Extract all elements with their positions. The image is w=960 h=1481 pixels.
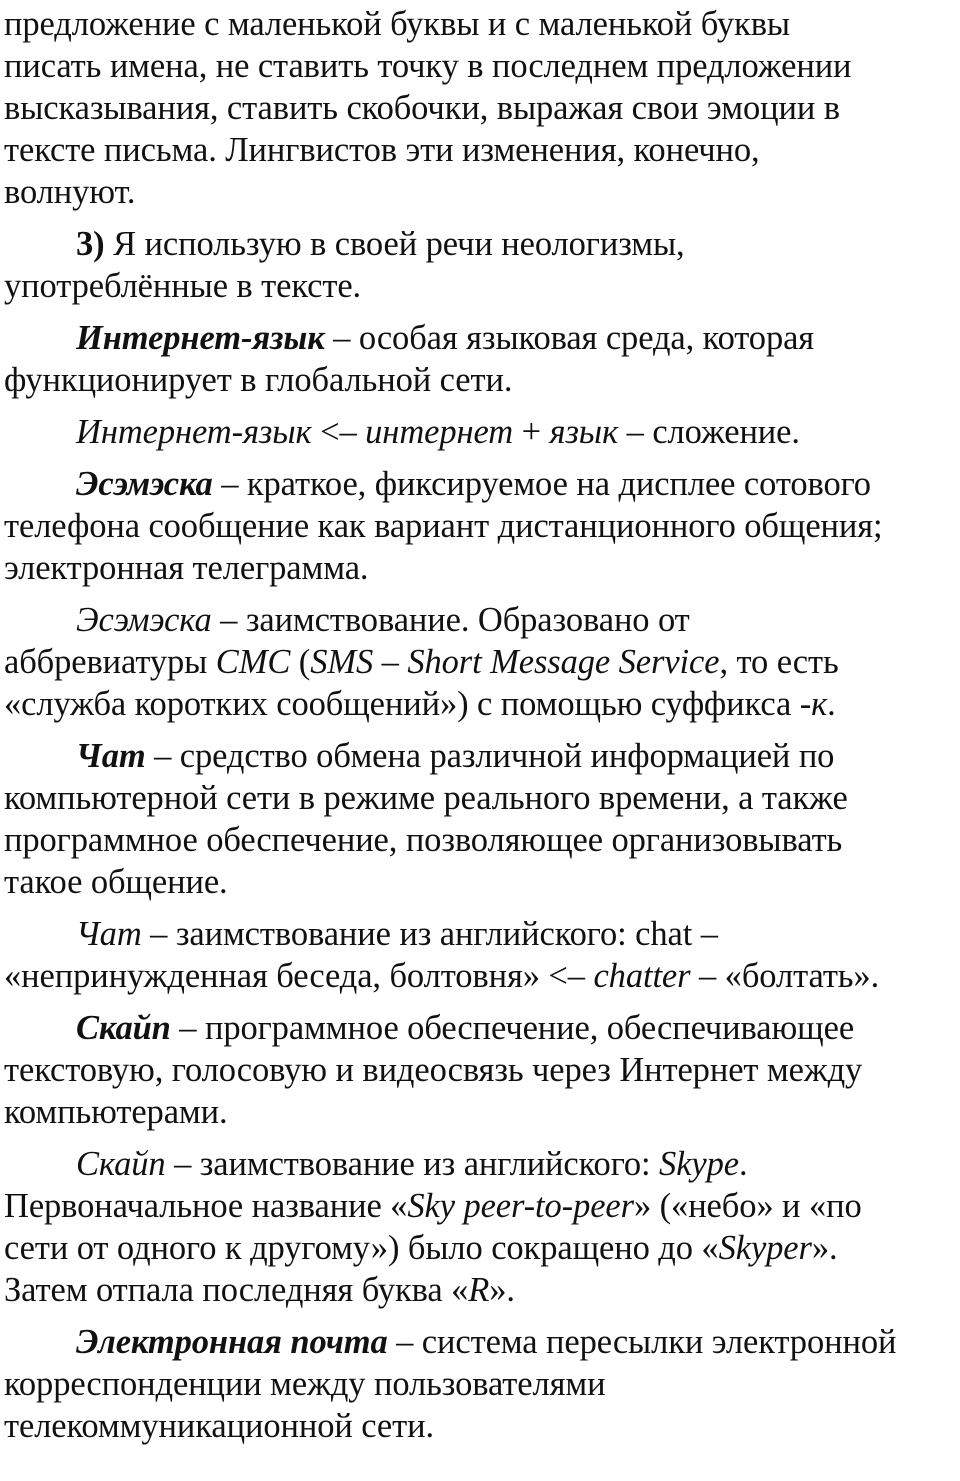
text-line [4,1269,958,1311]
definition-internet-language [4,317,958,401]
term-italic: Чат [76,915,142,953]
text-line [4,1227,958,1269]
etymology-skype [4,1143,958,1311]
text-line [4,317,958,359]
text-line [4,45,958,87]
text-run: корреспонденции между пользователями [4,1365,606,1403]
text-line [4,861,958,903]
paragraph-email-changes [4,3,958,213]
text-run: тексте письма. Лингвистов эти изменения, конечно, [4,131,760,169]
term-italic: СМС [215,643,291,681]
term: Интернет-язык [76,319,325,357]
text-run: <– [311,413,366,451]
etymology-sms [4,599,958,725]
text-line [4,1143,958,1185]
text-run: такое общение. [4,863,228,901]
text-line [4,411,958,453]
text-run: ». [811,1229,838,1267]
text-line [4,777,958,819]
text-line [4,3,958,45]
text-line [4,129,958,171]
text-run: телекоммуникационной сети. [4,1407,434,1445]
text-line [4,505,958,547]
term: Скайп [76,1009,171,1047]
text-run: электронная телеграмма. [4,549,369,587]
text-run: – программное обеспечение, обеспечивающее [170,1009,855,1047]
text-run: высказывания, ставить скобочки, выражая свои эмоции в [4,89,840,127]
text-run: функционирует в глобальной сети. [4,361,513,399]
text-run: аббревиатуры [4,643,216,681]
text-run: – «болтать». [690,957,880,995]
text-run: волнуют. [4,173,136,211]
text-line [4,913,958,955]
text-line [4,735,958,777]
text-run: – краткое, фиксируемое на дисплее сотового [212,465,871,503]
term-italic: Скайп [76,1145,166,1183]
term-italic: Интернет-язык [76,413,312,451]
text-run: сети от одного к другому») было сокращено до « [4,1229,719,1267]
text-line [4,1091,958,1133]
etymology-internet-language [4,411,958,453]
text-run: – система пересылки электронной [387,1323,897,1361]
text-run: «служба коротких сообщений») с помощью суффикса [4,685,800,723]
text-line [4,641,958,683]
text-line [4,1007,958,1049]
text-line [4,599,958,641]
text-run: Я использую в своей речи неологизмы, [104,225,685,263]
term-italic: Skyper [718,1229,812,1267]
text-line [4,265,958,307]
term: Чат [76,737,146,775]
text-run: ». [489,1271,515,1309]
text-line [4,87,958,129]
term: Эсэмэска [76,465,213,503]
text-run: . [827,685,836,723]
term-italic: язык [549,413,619,451]
text-line [4,359,958,401]
term: Электронная почта [76,1323,388,1361]
text-run: – особая языковая среда, которая [324,319,815,357]
definition-skype [4,1007,958,1133]
term-italic: Sky peer-to-peer [407,1187,634,1225]
term-italic: chatter [593,957,691,995]
text-run: – заимствование из английского: chat – [141,915,718,953]
etymology-chat [4,913,958,997]
text-run: «непринужденная беседа, болтовня» <– [4,957,594,995]
text-run: компьютерами. [4,1093,228,1131]
text-run: – заимствование. Образовано от [211,601,690,639]
text-line [4,1185,958,1227]
paragraph-answer-3 [4,223,958,307]
text-run: – заимствование из английского: [165,1145,660,1183]
text-line [4,819,958,861]
text-run: – средство обмена различной информацией по [145,737,835,775]
text-line [4,1049,958,1091]
text-run: Затем отпала последняя буква « [4,1271,469,1309]
definition-email [4,1321,958,1447]
text-run: компьютерной сети в режиме реального времени, а также [4,779,848,817]
text-run: . [739,1145,748,1183]
text-line [4,683,958,725]
term-italic: интернет [365,413,514,451]
term-italic: -к [799,685,828,723]
text-line [4,463,958,505]
definition-sms [4,463,958,589]
text-line [4,1321,958,1363]
text-run: употреблённые в тексте. [4,267,362,305]
text-run: текстовую, голосовую и видеосвязь через Интернет между [4,1051,863,1089]
text-run: + [513,413,550,451]
definition-chat [4,735,958,903]
text-run: писать имена, не ставить точку в последнем предложении [4,47,852,85]
text-run: ( [290,643,311,681]
text-line [4,223,958,265]
text-line [4,955,958,997]
text-run: – сложение. [618,413,800,451]
text-run: » («небо» и «по [633,1187,862,1225]
text-run: программное обеспечение, позволяющее организовывать [4,821,843,859]
text-line [4,1405,958,1447]
text-run: , то есть [719,643,839,681]
term-italic: SMS – Short Message Service [310,643,720,681]
term-italic: Эсэмэска [76,601,212,639]
term-italic: Skype [659,1145,739,1183]
text-run: Первоначальное название « [4,1187,408,1225]
item-number: 3) [76,225,105,263]
term-italic: R [468,1271,490,1309]
text-line [4,547,958,589]
text-run: предложение с маленькой буквы и с маленькой буквы [4,5,790,43]
text-line [4,1363,958,1405]
text-run: телефона сообщение как вариант дистанционного общения; [4,507,883,545]
text-line [4,171,958,213]
